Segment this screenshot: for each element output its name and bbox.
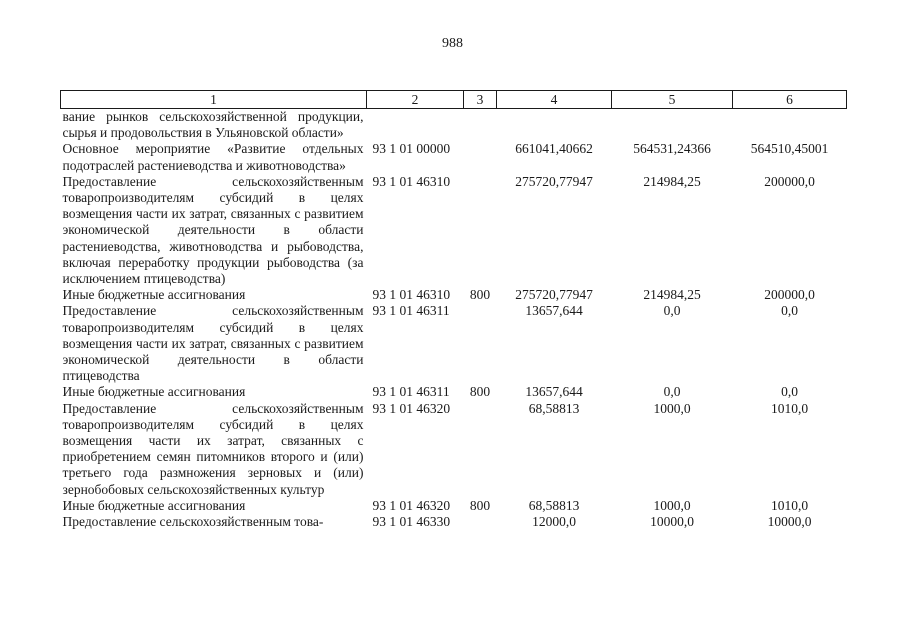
row-value-2: 0,0	[663, 303, 681, 319]
table-body	[61, 109, 847, 531]
header-col-6: 6	[733, 91, 847, 109]
row-value-3: 1010,0	[770, 497, 809, 513]
header-col-1: 1	[61, 91, 367, 109]
row-name: Иные бюджетные ассигнования	[62, 287, 246, 303]
row-value-2: 0,0	[663, 384, 681, 400]
row-code: 93 1 01 46311	[372, 303, 450, 319]
row-code: 93 1 01 46311	[372, 384, 450, 400]
row-vr	[464, 109, 497, 142]
row-value-3: 200000,0	[764, 287, 815, 303]
row-code: 93 1 01 46320	[372, 497, 451, 513]
table-row	[61, 287, 847, 303]
row-value-3: 1010,0	[770, 400, 809, 416]
row-vr	[464, 141, 497, 173]
row-code: 93 1 01 46310	[372, 173, 451, 189]
header-col-5: 5	[612, 91, 733, 109]
row-code: 93 1 01 46330	[372, 514, 451, 530]
row-value-3: 564510,45001	[750, 141, 829, 157]
table-row	[61, 401, 847, 498]
row-name: Основное мероприятие «Развитие отдельных подотраслей растениеводства и животноводства»	[62, 141, 364, 173]
row-code: 93 1 01 46320	[372, 400, 451, 416]
table-row	[61, 141, 847, 173]
row-name: Иные бюджетные ассигнования	[62, 384, 246, 400]
header-col-4: 4	[497, 91, 612, 109]
row-value-3: 10000,0	[767, 514, 812, 530]
row-value-2: 1000,0	[653, 400, 691, 416]
header-row	[61, 91, 847, 109]
row-value-1: 13657,644	[525, 303, 583, 319]
row-value-1	[497, 109, 612, 142]
row-vr	[464, 174, 497, 287]
row-value-2: 214984,25	[643, 173, 701, 189]
row-name: Иные бюджетные ассигнования	[62, 497, 246, 513]
row-value-3: 0,0	[781, 303, 798, 319]
budget-table	[60, 90, 847, 530]
row-name: Предоставление сельскохозяйственным товаропроизводителям субсидий в целях возмещения части их затрат, связанных с приобретением семян питомников второго и (или) третьего года размножения зерновых и (или) зернобобовых сельскохозяйственных культур	[62, 400, 364, 497]
header-col-3: 3	[464, 91, 497, 109]
row-vr	[464, 401, 497, 498]
row-value-2: 564531,24366	[633, 141, 711, 157]
row-vr: 800	[469, 287, 491, 303]
row-name: вание рынков сельскохозяйственной продукции, сырья и продовольствия в Ульяновской области»	[62, 109, 364, 141]
row-code	[367, 109, 464, 142]
row-value-1: 13657,644	[525, 384, 583, 400]
table-row	[61, 514, 847, 530]
row-value-1: 12000,0	[532, 514, 576, 530]
row-vr: 800	[469, 384, 491, 400]
table-row	[61, 303, 847, 384]
table-row	[61, 109, 847, 142]
row-name: Предоставление сельскохозяйственным това-	[62, 514, 324, 530]
table-row	[61, 384, 847, 400]
row-value-3: 0,0	[781, 384, 798, 400]
row-name: Предоставление сельскохозяйственным товаропроизводителям субсидий в целях возмещения части их затрат, связанных с развитием экономической деятельности в области растениеводства, животноводства и рыбоводства, включая переработку продукции рыбоводства (за исключением птицеводства)	[62, 173, 364, 287]
table-row	[61, 174, 847, 287]
row-code: 93 1 01 46310	[372, 287, 451, 303]
row-value-1: 68,58813	[528, 497, 580, 513]
row-value-1: 661041,40662	[515, 141, 593, 157]
row-value-1: 275720,77947	[515, 173, 593, 189]
row-value-2	[612, 109, 733, 142]
table-row	[61, 498, 847, 514]
row-value-2: 1000,0	[653, 497, 691, 513]
row-code: 93 1 01 00000	[372, 141, 451, 157]
row-vr: 800	[469, 497, 491, 513]
row-value-1: 275720,77947	[515, 287, 593, 303]
page-number: 988	[442, 36, 463, 51]
row-value-3: 200000,0	[764, 173, 815, 189]
row-vr	[464, 303, 497, 384]
row-value-3	[733, 109, 847, 142]
row-value-2: 10000,0	[650, 514, 694, 530]
row-value-1: 68,58813	[528, 400, 580, 416]
table-header	[61, 91, 847, 109]
row-vr	[464, 514, 497, 530]
header-col-2: 2	[367, 91, 464, 109]
row-value-2: 214984,25	[643, 287, 701, 303]
row-name: Предоставление сельскохозяйственным товаропроизводителям субсидий в целях возмещения части их затрат, связанных с развитием экономической деятельности в области птицеводства	[62, 303, 364, 384]
